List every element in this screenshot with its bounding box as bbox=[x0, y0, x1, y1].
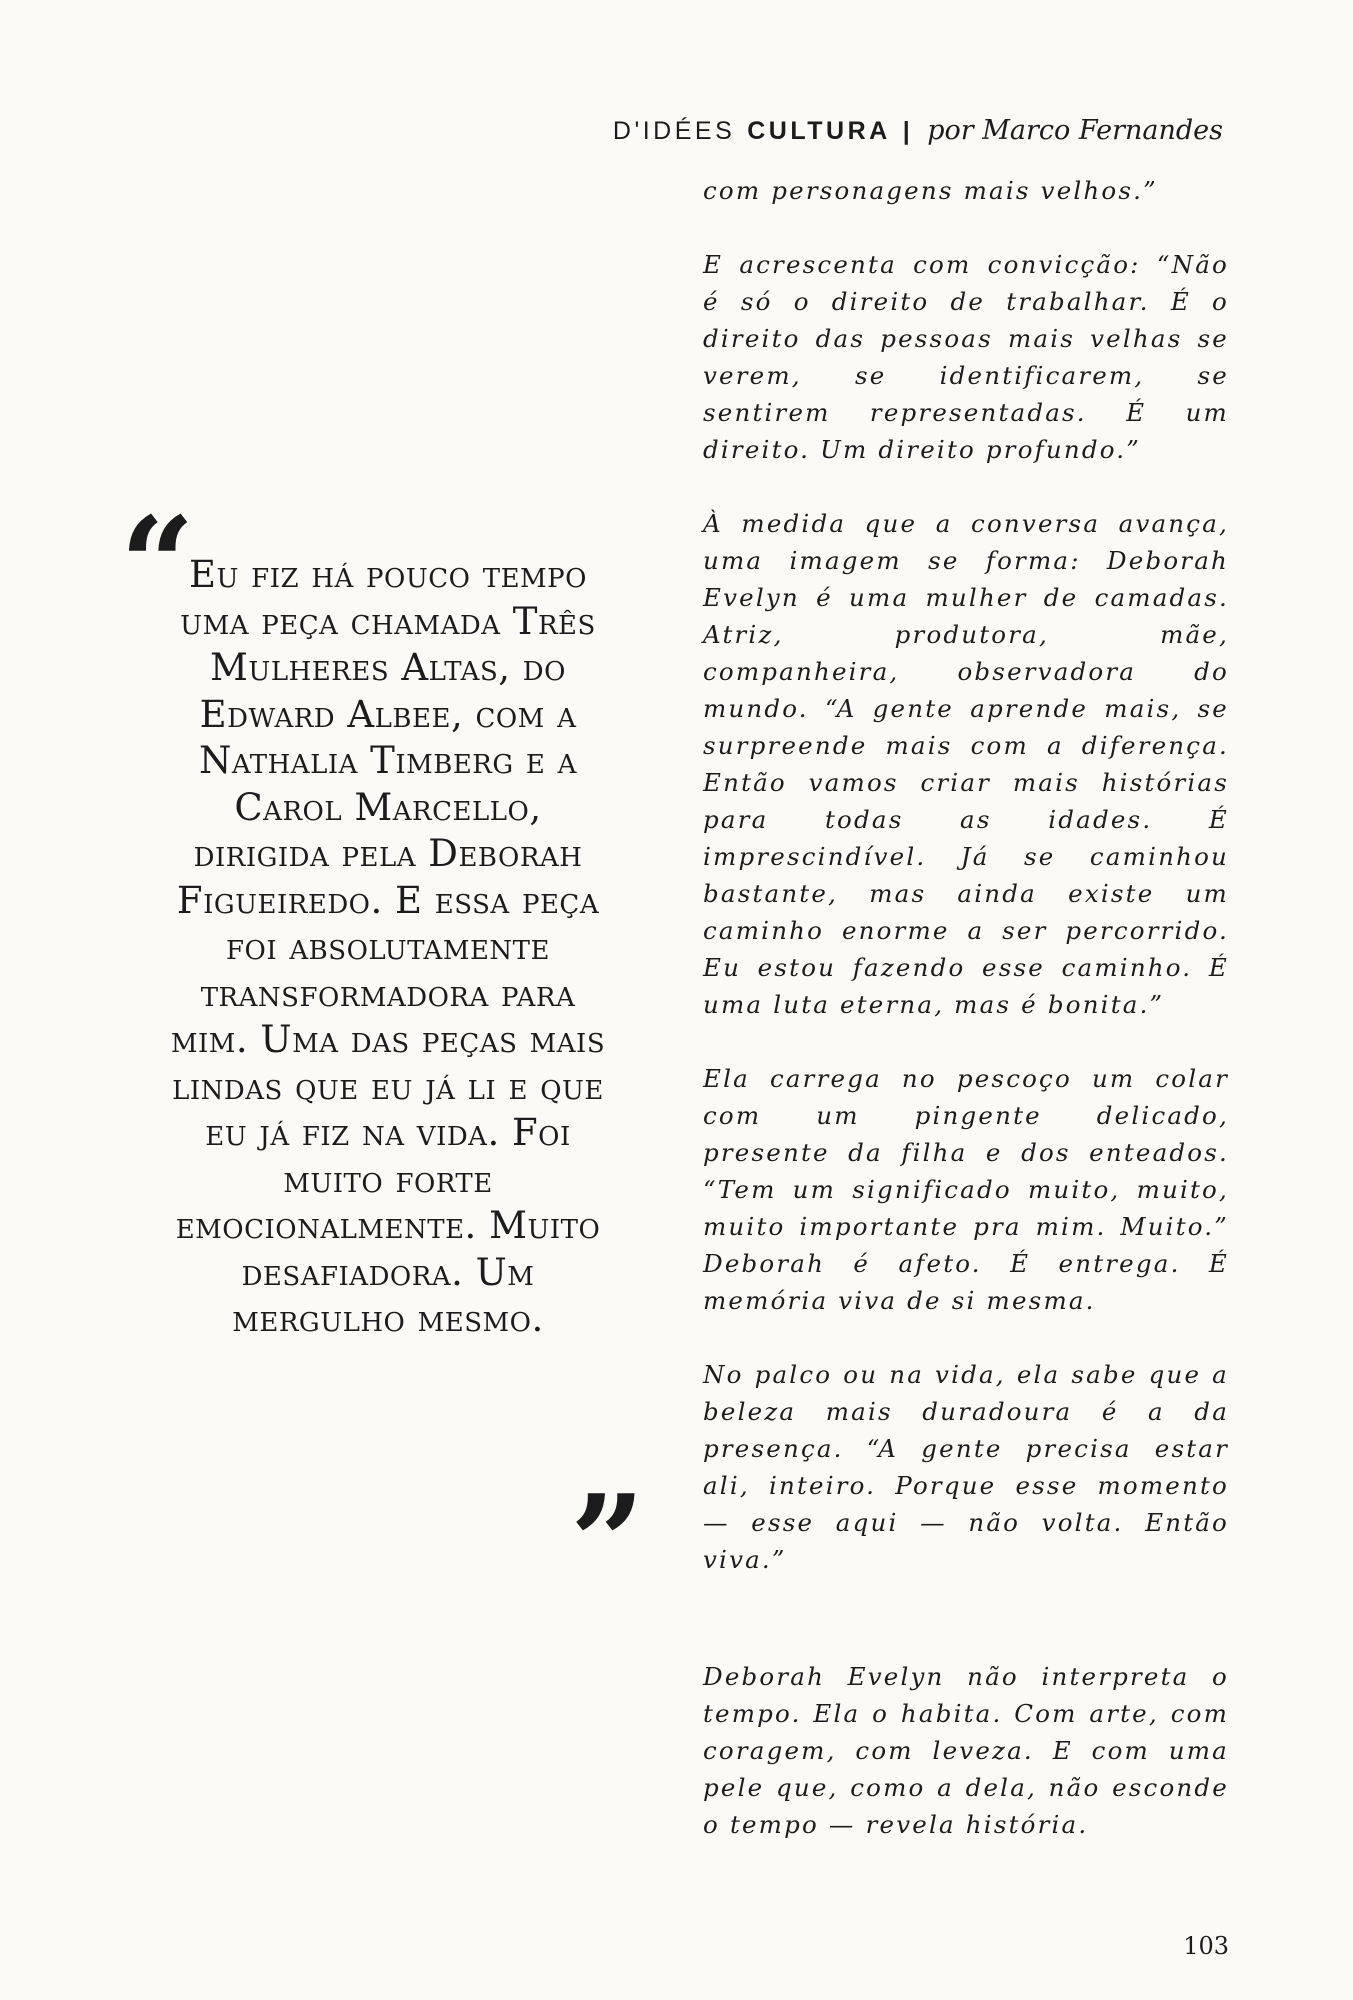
pull-quote: Eu fiz há pouco tempo uma peça chamada Três Mulheres Altas, do Edward Albee, com a Nathalia Timberg e a Carol Marcello, dirigida pela Deborah Figueiredo. E essa peça foi absolutamente transformadora para mim. Uma das peças mais lindas que eu já li e que eu já fiz na vida. Foi muito forte emocionalmente. Muito desafiadora. Um mergulho mesmo. bbox=[170, 553, 606, 1340]
page-header bbox=[613, 115, 1223, 146]
article-paragraph: E acrescenta com convicção: “Não é só o direito de trabalhar. É o direito das pessoas mais velhas se verem, se identificarem, se sentirem representadas. É um direito. Um direito profundo.” bbox=[703, 250, 1229, 464]
article-paragraph: Ela carrega no pescoço um colar com um pingente delicado, presente da filha e dos enteados. “Tem um significado muito, muito, muito importante pra mim. Muito.” Deborah é afeto. É entrega. É memória viva de si mesma. bbox=[703, 1064, 1229, 1315]
article-paragraph: com personagens mais velhos.” bbox=[703, 176, 1158, 205]
article-paragraph: Deborah Evelyn não interpreta o tempo. Ela o habita. Com arte, com coragem, com leveza. E com uma pele que, como a dela, não esconde o tempo — revela história. bbox=[703, 1662, 1229, 1839]
close-quote-icon: ” bbox=[570, 1466, 645, 1619]
section-prefix: D'IDÉES bbox=[612, 117, 736, 145]
article-paragraph: No palco ou na vida, ela sabe que a beleza mais duradoura é a da presença. “A gente precisa estar ali, inteiro. Porque esse momento — esse aqui — não volta. Então viva.” bbox=[703, 1360, 1229, 1574]
page-number: 103 bbox=[1183, 1932, 1229, 1960]
author-byline: por Marco Fernandes bbox=[927, 115, 1223, 146]
article-body bbox=[703, 172, 1229, 1880]
section-name: CULTURA bbox=[747, 117, 891, 145]
header-divider: | bbox=[902, 117, 914, 145]
open-quote-icon: “ bbox=[120, 488, 195, 641]
article-paragraph: À medida que a conversa avança, uma imagem se forma: Deborah Evelyn é uma mulher de camadas. Atriz, produtora, mãe, companheira, observadora do mundo. “A gente aprende mais, se surpreende mais com a diferença. Então vamos criar mais histórias para todas as idades. É imprescindível. Já se caminhou bastante, mas ainda existe um caminho enorme a ser percorrido. Eu estou fazendo esse caminho. É uma luta eterna, mas é bonita.” bbox=[703, 509, 1229, 1019]
